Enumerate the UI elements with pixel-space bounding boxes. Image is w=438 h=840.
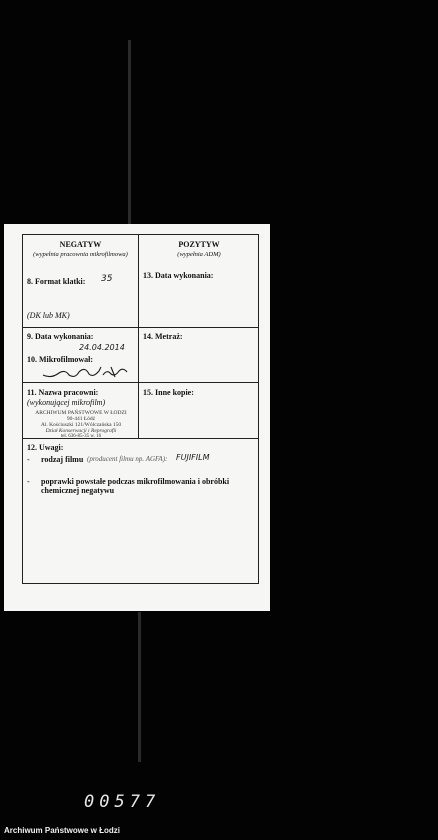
stamp-line-4: Dział Konserwacji i Reprografii	[45, 428, 117, 434]
frame-counter: 00577	[84, 792, 161, 812]
document-sheet	[4, 224, 270, 611]
microfilm-form	[22, 234, 259, 584]
archive-footer: Archiwum Państwowe w Łodzi	[4, 826, 121, 835]
mikrofilmowal-label: 10. Mikrofilmował:	[27, 355, 94, 364]
inne-kopie-label: 15. Inne kopie:	[143, 388, 194, 397]
stamp-line-5: tel. 636-85-35 w. 16	[60, 434, 102, 439]
format-klatki-label: 8. Format klatki:	[27, 277, 86, 286]
nazwa-pracowni-label: 11. Nazwa pracowni:	[27, 388, 99, 397]
form-divider	[23, 327, 258, 328]
form-column-divider	[138, 235, 139, 438]
film-scratch-bottom	[138, 612, 141, 762]
data-wykonania-pozytyw-label: 13. Data wykonania:	[143, 271, 214, 280]
data-wykonania-label: 9. Data wykonania:	[27, 332, 94, 341]
pozytyw-subtitle: (wypełnia ADM)	[177, 251, 221, 258]
form-divider	[23, 382, 258, 383]
format-klatki-value: 35	[101, 274, 113, 284]
rodzaj-filmu-value: FUJIFILM	[176, 453, 210, 462]
stamp-line-2: 90-441 Łódź	[66, 416, 96, 422]
poprawki-line-1: poprawki powstałe podczas mikrofilmowania i obróbki	[41, 477, 230, 486]
stamp-line-3: Al. Kościuszki 121/Wólczańska 150	[40, 422, 122, 428]
bullet-dash: -	[27, 455, 30, 464]
uwagi-label: 12. Uwagi:	[27, 443, 64, 452]
metraz-label: 14. Metraż:	[143, 332, 183, 341]
dk-lub-mk: (DK lub MK)	[27, 311, 70, 320]
signature-image	[41, 363, 133, 381]
rodzaj-filmu-hint: (producent filmu np. AGFA):	[87, 455, 168, 463]
poprawki-line-2: chemicznej negatywu	[41, 486, 115, 495]
bullet-dash: -	[27, 477, 30, 486]
stamp-line-1: ARCHIWUM PAŃSTWOWE W ŁODZI	[35, 410, 127, 416]
negatyw-title: NEGATYW	[59, 240, 102, 249]
data-wykonania-value: 24.04.2014	[79, 343, 125, 352]
rodzaj-filmu-label: rodzaj filmu	[41, 455, 84, 464]
film-scratch-top	[128, 40, 131, 224]
nazwa-pracowni-sublabel: (wykonującej mikrofilm)	[27, 398, 106, 407]
pozytyw-title: POZYTYW	[178, 240, 220, 249]
negatyw-subtitle: (wypełnia pracownia mikrofilmowa)	[33, 251, 128, 258]
